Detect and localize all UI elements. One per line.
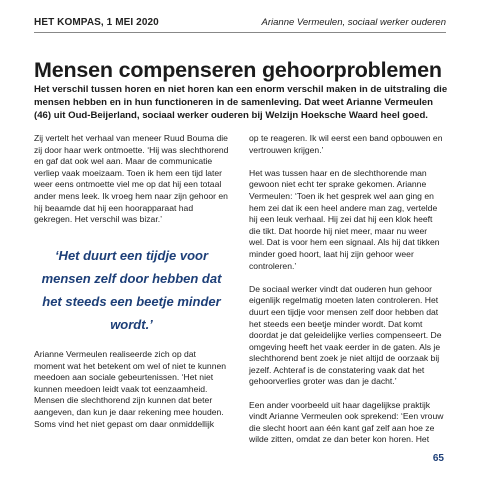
- paragraph: Een ander voorbeeld uit haar dagelijkse praktijk vindt Arianne Vermeulen ook sprekend: ‘Een vrouw die slecht hoort aan één kant gaf zelf aan hoe ze wilde zitten, omdat ze dan beter kon horen. Het: [249, 399, 444, 445]
- pull-quote: ‘Het duurt een tijdje voor mensen zelf door hebben dat het steeds een beetje minder wordt.’: [41, 248, 222, 332]
- paragraph: De sociaal werker vindt dat ouderen hun gehoor eigenlijk regelmatig moeten laten controleren. Het duurt een tijdje voor mensen zelf door hebben dat het steeds een beetje minder wordt. Dat komt doordat je dat geleidelijke verlies compenseert. De omgeving heeft het vaak eerder in de gaten. Als je slechthorend bent zoek je niet altijd de oorzaak bij jezelf. Achteraf is de constatering vaak dat het gehoorverlies groter was dan je dacht.’: [249, 283, 442, 387]
- article-intro: Het verschil tussen horen en niet horen kan een enorm verschil maken in de uitstraling die mensen hebben en in hun functioneren in de samenleving. Dat weet Arianne Vermeulen (46) uit Oud-Beijerland, sociaal werker ouderen bij Welzijn Hoeksche Waard heel goed.: [34, 84, 448, 121]
- paragraph: Arianne Vermeulen realiseerde zich op dat moment wat het betekent om wel of niet te kunnen meedoen aan sociale gebeurtenissen. ‘Het niet kunnen meedoen leidt vaak tot eenzaamheid. Mensen die slechthorend zijn kunnen dat beter aangeven, dan kun je daar rekening mee houden. Soms vind het niet gepast om daar onmiddellijk: [34, 349, 227, 429]
- header-byline: Arianne Vermeulen, sociaal werker ouderen: [261, 17, 446, 28]
- left-column-bottom: [34, 349, 229, 442]
- paragraph: Zij vertelt het verhaal van meneer Ruud Bouma die zij door haar werk ontmoette. ‘Hij was slechthorend en gaf dat ook wel aan. Maar de communicatie verliep vaak moeizaam. Toen ik hem een tijd later weer eens ontmoette viel me op dat hij een totaal ander mens leek. Ik vroeg hem naar zijn gehoor en hij beaamde dat hij een hoorapparaat had gekregen. Het verschil was bizar.’: [34, 133, 229, 225]
- paragraph: op te reageren. Ik wil eerst een band opbouwen en vertrouwen krijgen.’: [249, 133, 443, 155]
- publication-name: HET KOMPAS, 1 MEI 2020: [34, 17, 159, 28]
- paragraph: Het was tussen haar en de slechthorende man gewoon niet echt ter sprake gekomen. Arianne Vermeulen: ‘Toen ik het gesprek wel aan ging en hem zei dat ik een heel andere man zag, vertelde hij een leuk verhaal. Hij zei dat hij een klok heeft die tikt. Dat hoorde hij niet meer, maar nu weer wel. Dat is voor hem een signaal. Als hij dat tikken minder goed hoort, laat hij zijn gehoor weer controleren.’: [249, 167, 440, 271]
- header-divider: [34, 32, 446, 33]
- page-header: [34, 12, 446, 32]
- article-title: Mensen compenseren gehoorproblemen: [34, 58, 442, 82]
- left-column-top: [34, 133, 229, 237]
- page-number: 65: [432, 453, 444, 464]
- right-column: [249, 133, 444, 458]
